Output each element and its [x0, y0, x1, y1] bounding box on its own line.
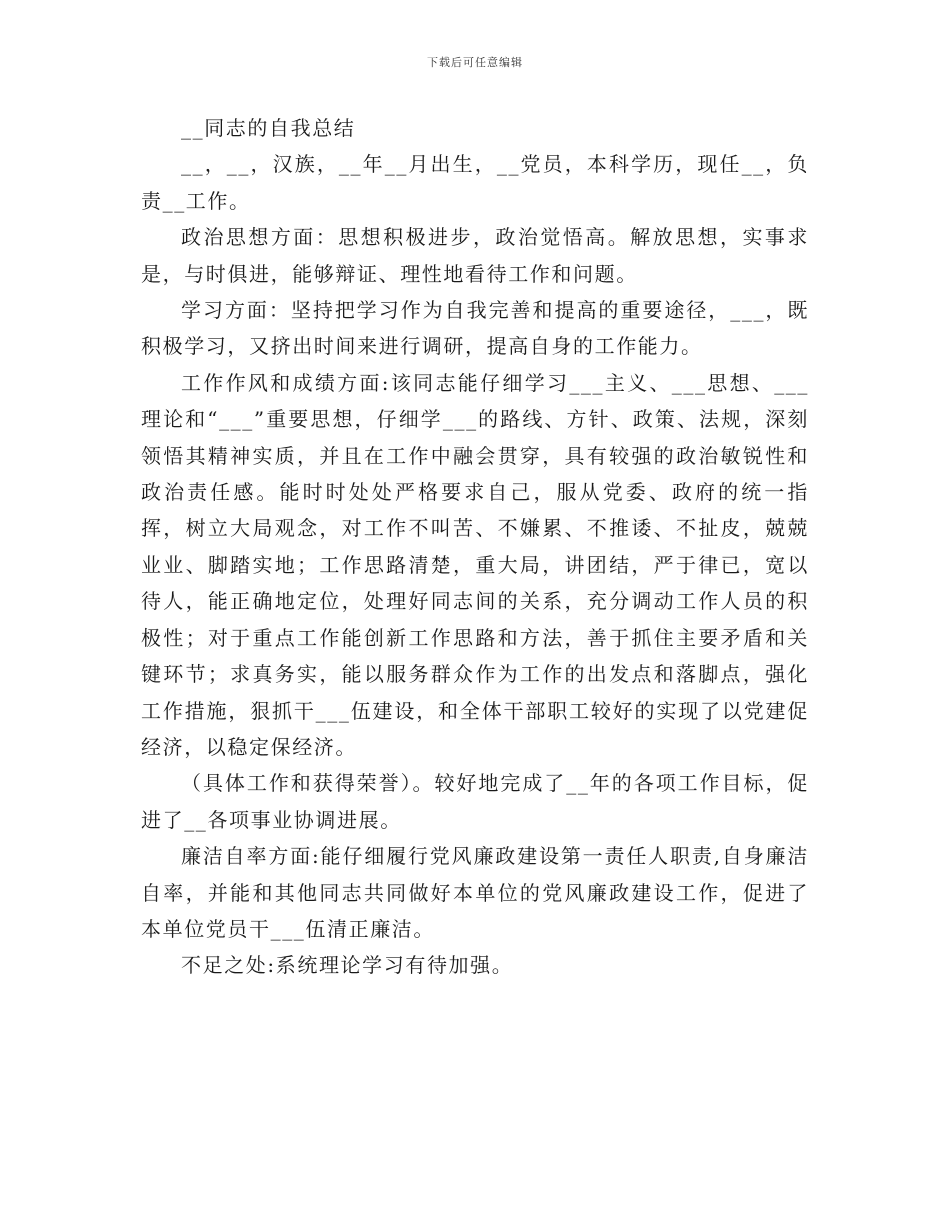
paragraph-study: 学习方面：坚持把学习作为自我完善和提高的重要途径，___，既积极学习，又挤出时间来进行调研，提高自身的工作能力。 [141, 298, 809, 359]
document-title: __同志的自我总结 [181, 116, 356, 140]
paragraph-work-style: 工作作风和成绩方面:该同志能仔细学习___主义、___思想、___理论和“___”重要思想，仔细学___的路线、方针、政策、法规，深刻领悟其精神实质，并且在工作中融会贯穿，具有较强的政治敏锐性和政治责任感。能时时处处严格要求自己，服从党委、政府的统一指挥，树立大局观念，对工作不叫苦、不嫌累、不推诿、不扯皮，兢兢业业、脚踏实地；工作思路清楚，重大局，讲团结，严于律已，宽以待人，能正确地定位，处理好同志间的关系，充分调动工作人员的积极性；对于重点工作能创新工作思路和方法，善于抓住主要矛盾和关键环节；求真务实，能以服务群众作为工作的出发点和落脚点，强化工作措施，狠抓干___伍建设，和全体干部职工较好的实现了以党建促经济，以稳定保经济。 [141, 370, 809, 759]
document-body [141, 110, 809, 984]
paragraph-integrity: 廉洁自率方面:能仔细履行党风廉政建设第一责任人职责,自身廉洁自率，并能和其他同志共同做好本单位的党风廉政建设工作，促进了本单位党员干___伍清正廉洁。 [141, 844, 809, 941]
paragraph-political-thought: 政治思想方面：思想积极进步，政治觉悟高。解放思想，实事求是，与时俱进，能够辩证、理性地看待工作和问题。 [141, 225, 809, 286]
page-header: 下载后可任意编辑 [427, 56, 523, 69]
paragraph-shortcomings: 不足之处:系统理论学习有待加强。 [181, 953, 514, 978]
paragraph-achievements: （具体工作和获得荣誉）。较好地完成了__年的各项工作目标，促进了__各项事业协调进展。 [141, 771, 809, 832]
paragraph-personal-info: __，__，汉族，__年__月出生，__党员，本科学历，现任__，负责__工作。 [141, 152, 809, 213]
